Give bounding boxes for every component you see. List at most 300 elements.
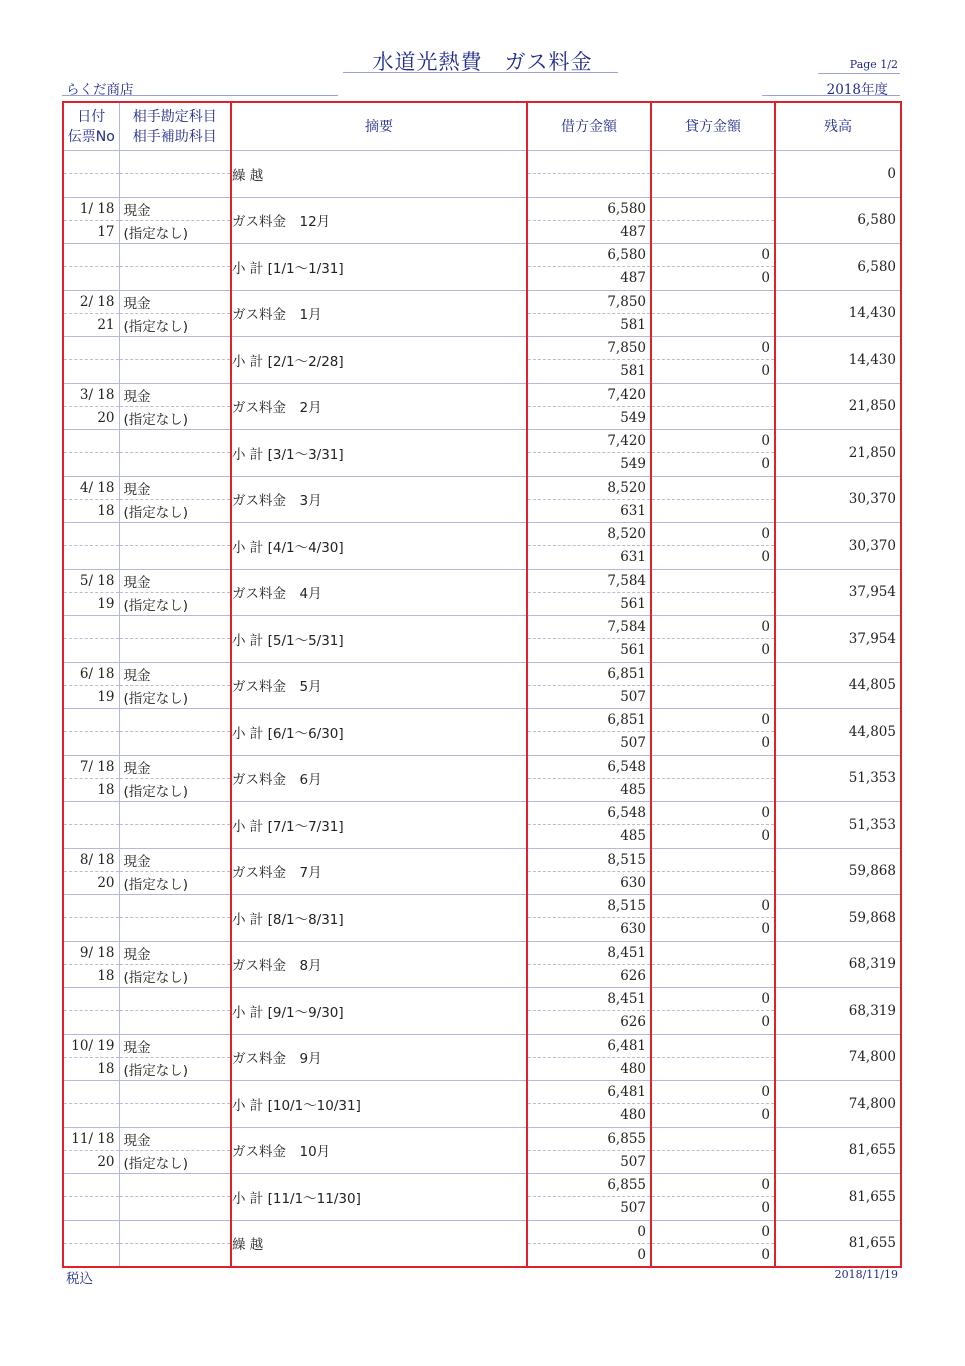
credit-tax: 0 [761, 549, 770, 566]
credit-tax: 0 [761, 1246, 770, 1263]
account-value: 現金 [120, 477, 231, 500]
credit-amount: 0 [652, 709, 774, 732]
debit-amount: 6,548 [528, 802, 650, 825]
credit-tax: 0 [761, 735, 770, 752]
debit-amount: 8,515 [528, 849, 650, 872]
date-slip-cell [63, 755, 119, 802]
balance-cell: 44,805 [775, 709, 901, 756]
account-value [120, 895, 231, 918]
debit-cell [527, 1220, 651, 1267]
date-slip-cell [63, 290, 119, 337]
credit-tax: 0 [761, 456, 770, 473]
table-row [63, 941, 901, 988]
debit-cell [527, 151, 651, 198]
credit-amount [652, 384, 774, 407]
debit-cell [527, 848, 651, 895]
company-underline [62, 95, 338, 96]
date-value [64, 1174, 119, 1197]
debit-tax: 630 [620, 921, 646, 938]
date-value [64, 244, 119, 267]
credit-cell [651, 1081, 775, 1128]
slip-number: 18 [97, 967, 115, 984]
credit-amount: 0 [652, 802, 774, 825]
description-cell: ガス料金 3月 [231, 476, 527, 523]
account-value [120, 430, 231, 453]
balance-cell: 59,868 [775, 848, 901, 895]
debit-cell [527, 895, 651, 942]
slip-number [64, 825, 119, 847]
description-cell: 小 計 [6/1～6/30] [231, 709, 527, 756]
debit-amount: 6,851 [528, 663, 650, 686]
credit-cell [651, 941, 775, 988]
debit-tax: 480 [620, 1107, 646, 1124]
credit-cell [651, 802, 775, 849]
debit-amount: 6,580 [528, 244, 650, 267]
credit-tax: 0 [761, 363, 770, 380]
description-cell: ガス料金 4月 [231, 569, 527, 616]
account-value: 現金 [120, 384, 231, 407]
slip-number [64, 546, 119, 568]
account-value [120, 988, 231, 1011]
account-value [120, 337, 231, 360]
table-row [63, 197, 901, 244]
credit-amount [652, 1128, 774, 1151]
description-cell: ガス料金 8月 [231, 941, 527, 988]
date-value [64, 895, 119, 918]
date-value: 8/ 18 [64, 849, 119, 872]
credit-cell [651, 895, 775, 942]
date-slip-cell [63, 1034, 119, 1081]
table-row [63, 476, 901, 523]
balance-cell: 81,655 [775, 1174, 901, 1221]
description-cell: ガス料金 12月 [231, 197, 527, 244]
credit-tax [652, 686, 774, 708]
account-cell [119, 523, 231, 570]
credit-amount [652, 570, 774, 593]
debit-amount: 6,548 [528, 756, 650, 779]
date-value [64, 616, 119, 639]
debit-cell [527, 1174, 651, 1221]
account-cell [119, 151, 231, 198]
credit-cell [651, 848, 775, 895]
balance-cell: 6,580 [775, 244, 901, 291]
debit-amount: 8,451 [528, 942, 650, 965]
debit-cell [527, 802, 651, 849]
table-row [63, 1220, 901, 1267]
description-cell: 小 計 [5/1～5/31] [231, 616, 527, 663]
credit-cell [651, 709, 775, 756]
subaccount-value: (指定なし) [123, 1155, 189, 1172]
account-cell [119, 1220, 231, 1267]
description-cell: ガス料金 7月 [231, 848, 527, 895]
table-row [63, 383, 901, 430]
account-cell [119, 616, 231, 663]
debit-cell [527, 383, 651, 430]
subaccount-value [120, 732, 231, 754]
debit-tax: 549 [620, 409, 646, 426]
date-value: 6/ 18 [64, 663, 119, 686]
date-slip-cell [63, 941, 119, 988]
debit-tax: 485 [620, 828, 646, 845]
date-slip-cell [63, 151, 119, 198]
account-cell [119, 476, 231, 523]
description-cell: 小 計 [9/1～9/30] [231, 988, 527, 1035]
table-row [63, 290, 901, 337]
table-row [63, 569, 901, 616]
date-slip-cell [63, 662, 119, 709]
date-value [64, 709, 119, 732]
slip-number: 19 [97, 595, 115, 612]
slip-number [64, 360, 119, 382]
account-header-label: 相手勘定科目 [132, 108, 217, 125]
credit-tax [652, 221, 774, 243]
credit-tax [652, 965, 774, 987]
slip-number [64, 732, 119, 754]
table-row [63, 662, 901, 709]
date-value [64, 1081, 119, 1104]
account-value [120, 151, 231, 174]
page-number: Page 1/2 [849, 58, 898, 71]
balance-cell: 68,319 [775, 988, 901, 1035]
subaccount-value [120, 267, 231, 289]
credit-amount: 0 [652, 1174, 774, 1197]
debit-tax: 626 [620, 1014, 646, 1031]
date-slip-cell [63, 197, 119, 244]
balance-cell: 14,430 [775, 337, 901, 384]
subaccount-value: (指定なし) [123, 969, 189, 986]
balance-cell: 21,850 [775, 430, 901, 477]
ledger-table [62, 101, 902, 1268]
credit-tax: 0 [761, 921, 770, 938]
subaccount-value: (指定なし) [123, 411, 189, 428]
title-underline [343, 72, 618, 73]
debit-tax: 631 [620, 549, 646, 566]
header-row [63, 102, 901, 151]
debit-tax: 480 [620, 1060, 646, 1077]
balance-header: 残高 [775, 102, 901, 151]
account-cell [119, 569, 231, 616]
date-slip-cell [63, 616, 119, 663]
debit-cell [527, 476, 651, 523]
description-cell: 小 計 [10/1～10/31] [231, 1081, 527, 1128]
account-cell [119, 802, 231, 849]
credit-tax: 0 [761, 642, 770, 659]
debit-tax: 507 [620, 688, 646, 705]
date-slip-cell [63, 337, 119, 384]
subaccount-value [120, 174, 231, 196]
subaccount-value [120, 825, 231, 847]
subaccount-value [120, 639, 231, 661]
credit-tax [652, 593, 774, 615]
account-cell [119, 430, 231, 477]
date-value: 5/ 18 [64, 570, 119, 593]
account-cell [119, 1081, 231, 1128]
description-cell: 繰 越 [231, 1220, 527, 1267]
date-value: 2/ 18 [64, 291, 119, 314]
table-row [63, 244, 901, 291]
balance-cell: 30,370 [775, 476, 901, 523]
debit-tax: 487 [620, 270, 646, 287]
balance-cell: 81,655 [775, 1220, 901, 1267]
credit-amount [652, 663, 774, 686]
description-cell: ガス料金 5月 [231, 662, 527, 709]
debit-cell [527, 569, 651, 616]
account-value [120, 1081, 231, 1104]
subaccount-value: (指定なし) [123, 318, 189, 335]
debit-cell [527, 709, 651, 756]
subaccount-value: (指定なし) [123, 783, 189, 800]
credit-tax: 0 [761, 828, 770, 845]
debit-amount: 6,855 [528, 1128, 650, 1151]
table-row [63, 1034, 901, 1081]
slip-number [64, 174, 119, 196]
account-value: 現金 [120, 198, 231, 221]
table-row [63, 1174, 901, 1221]
account-value [120, 616, 231, 639]
credit-tax [652, 314, 774, 336]
table-row [63, 988, 901, 1035]
table-row [63, 616, 901, 663]
credit-cell [651, 1174, 775, 1221]
credit-tax [652, 500, 774, 522]
date-slip-cell [63, 1220, 119, 1267]
account-value: 現金 [120, 291, 231, 314]
credit-amount [652, 291, 774, 314]
credit-tax: 0 [761, 1014, 770, 1031]
debit-amount: 8,451 [528, 988, 650, 1011]
date-header: 日付 [77, 108, 106, 125]
balance-cell: 37,954 [775, 569, 901, 616]
credit-amount: 0 [652, 337, 774, 360]
account-cell [119, 755, 231, 802]
debit-header: 借方金額 [527, 102, 651, 151]
credit-tax [652, 407, 774, 429]
slip-number: 21 [97, 316, 115, 333]
account-cell [119, 290, 231, 337]
debit-amount: 8,520 [528, 477, 650, 500]
balance-cell: 0 [775, 151, 901, 198]
credit-amount: 0 [652, 430, 774, 453]
credit-amount [652, 942, 774, 965]
account-cell [119, 1127, 231, 1174]
year-underline [762, 95, 900, 96]
credit-cell [651, 337, 775, 384]
debit-tax: 626 [620, 967, 646, 984]
subaccount-value [120, 453, 231, 475]
account-cell [119, 337, 231, 384]
debit-tax: 487 [620, 223, 646, 240]
debit-cell [527, 197, 651, 244]
description-cell: ガス料金 1月 [231, 290, 527, 337]
credit-tax [652, 779, 774, 801]
credit-amount: 0 [652, 988, 774, 1011]
credit-amount: 0 [652, 1081, 774, 1104]
slip-number: 17 [97, 223, 115, 240]
credit-cell [651, 290, 775, 337]
credit-cell [651, 616, 775, 663]
date-slip-cell [63, 430, 119, 477]
debit-amount: 6,580 [528, 198, 650, 221]
date-value: 11/ 18 [64, 1128, 119, 1151]
date-slip-cell [63, 1127, 119, 1174]
date-value [64, 802, 119, 825]
balance-cell: 59,868 [775, 895, 901, 942]
subaccount-value: (指定なし) [123, 876, 189, 893]
debit-cell [527, 616, 651, 663]
description-header: 摘要 [231, 102, 527, 151]
credit-cell [651, 988, 775, 1035]
debit-tax: 581 [620, 363, 646, 380]
account-value: 現金 [120, 1128, 231, 1151]
subaccount-value [120, 918, 231, 940]
credit-amount [652, 849, 774, 872]
slip-number [64, 639, 119, 661]
account-value: 現金 [120, 1035, 231, 1058]
date-slip-cell [63, 523, 119, 570]
debit-cell [527, 662, 651, 709]
debit-amount: 6,481 [528, 1081, 650, 1104]
description-cell: 小 計 [8/1～8/31] [231, 895, 527, 942]
balance-cell: 51,353 [775, 802, 901, 849]
table-row [63, 337, 901, 384]
table-row [63, 523, 901, 570]
date-slip-cell [63, 802, 119, 849]
account-value [120, 523, 231, 546]
slip-number [64, 453, 119, 475]
table-row [63, 755, 901, 802]
date-value: 3/ 18 [64, 384, 119, 407]
debit-cell [527, 755, 651, 802]
credit-amount: 0 [652, 616, 774, 639]
date-value [64, 151, 119, 174]
credit-tax [652, 872, 774, 894]
debit-cell [527, 523, 651, 570]
description-cell: ガス料金 2月 [231, 383, 527, 430]
account-value [120, 244, 231, 267]
debit-tax: 507 [620, 1200, 646, 1217]
credit-tax [652, 174, 774, 196]
debit-amount: 7,584 [528, 616, 650, 639]
debit-tax: 581 [620, 316, 646, 333]
description-cell: 小 計 [2/1～2/28] [231, 337, 527, 384]
date-value: 9/ 18 [64, 942, 119, 965]
credit-tax: 0 [761, 1107, 770, 1124]
slip-number: 18 [97, 781, 115, 798]
debit-amount: 6,851 [528, 709, 650, 732]
balance-cell: 14,430 [775, 290, 901, 337]
date-slip-cell [63, 709, 119, 756]
slip-number: 18 [97, 1060, 115, 1077]
balance-cell: 21,850 [775, 383, 901, 430]
slip-number: 19 [97, 688, 115, 705]
balance-cell: 81,655 [775, 1127, 901, 1174]
ledger-body [63, 151, 901, 1268]
credit-header: 貸方金額 [651, 102, 775, 151]
description-cell: ガス料金 6月 [231, 755, 527, 802]
subaccount-value [120, 1197, 231, 1219]
account-value: 現金 [120, 849, 231, 872]
table-row [63, 1081, 901, 1128]
date-slip-cell [63, 848, 119, 895]
account-value [120, 709, 231, 732]
description-cell: 小 計 [11/1～11/30] [231, 1174, 527, 1221]
account-cell [119, 988, 231, 1035]
account-cell [119, 197, 231, 244]
date-value: 7/ 18 [64, 756, 119, 779]
table-row [63, 848, 901, 895]
credit-cell [651, 523, 775, 570]
credit-amount [652, 1035, 774, 1058]
debit-tax: 485 [620, 781, 646, 798]
debit-amount: 6,481 [528, 1035, 650, 1058]
slip-number [64, 1244, 119, 1266]
slip-number: 20 [97, 409, 115, 426]
credit-cell [651, 244, 775, 291]
table-row [63, 802, 901, 849]
debit-cell [527, 430, 651, 477]
debit-tax: 549 [620, 456, 646, 473]
debit-tax: 507 [620, 735, 646, 752]
slip-number [64, 1104, 119, 1126]
slip-number [64, 1197, 119, 1219]
credit-tax [652, 1058, 774, 1080]
print-date: 2018/11/19 [834, 1268, 898, 1281]
page-underline [818, 73, 900, 74]
company-name: らくだ商店 [66, 82, 134, 98]
account-value [120, 1221, 231, 1244]
table-row [63, 895, 901, 942]
balance-cell: 30,370 [775, 523, 901, 570]
account-cell [119, 244, 231, 291]
debit-cell [527, 337, 651, 384]
slip-number [64, 918, 119, 940]
slip-number: 20 [97, 874, 115, 891]
balance-cell: 37,954 [775, 616, 901, 663]
credit-amount [652, 151, 774, 174]
date-slip-cell [63, 988, 119, 1035]
slip-number: 20 [97, 1153, 115, 1170]
date-value [64, 523, 119, 546]
credit-cell [651, 476, 775, 523]
subaccount-value: (指定なし) [123, 690, 189, 707]
date-value [64, 988, 119, 1011]
subaccount-value: (指定なし) [123, 225, 189, 242]
debit-amount: 6,855 [528, 1174, 650, 1197]
ledger-title: 水道光熱費 ガス料金 [372, 50, 593, 74]
debit-cell [527, 1034, 651, 1081]
debit-cell [527, 290, 651, 337]
balance-cell: 44,805 [775, 662, 901, 709]
account-cell [119, 941, 231, 988]
tax-included-label: 税込 [66, 1271, 93, 1287]
credit-cell [651, 569, 775, 616]
debit-amount: 8,515 [528, 895, 650, 918]
date-slip-cell [63, 1081, 119, 1128]
account-value [120, 1174, 231, 1197]
credit-cell [651, 197, 775, 244]
balance-cell: 51,353 [775, 755, 901, 802]
table-row [63, 430, 901, 477]
account-value: 現金 [120, 942, 231, 965]
description-cell: 小 計 [3/1～3/31] [231, 430, 527, 477]
debit-tax: 561 [620, 595, 646, 612]
credit-cell [651, 151, 775, 198]
description-cell: 繰 越 [231, 151, 527, 198]
balance-cell: 68,319 [775, 941, 901, 988]
date-value: 10/ 19 [64, 1035, 119, 1058]
credit-amount: 0 [652, 523, 774, 546]
slip-number: 18 [97, 502, 115, 519]
